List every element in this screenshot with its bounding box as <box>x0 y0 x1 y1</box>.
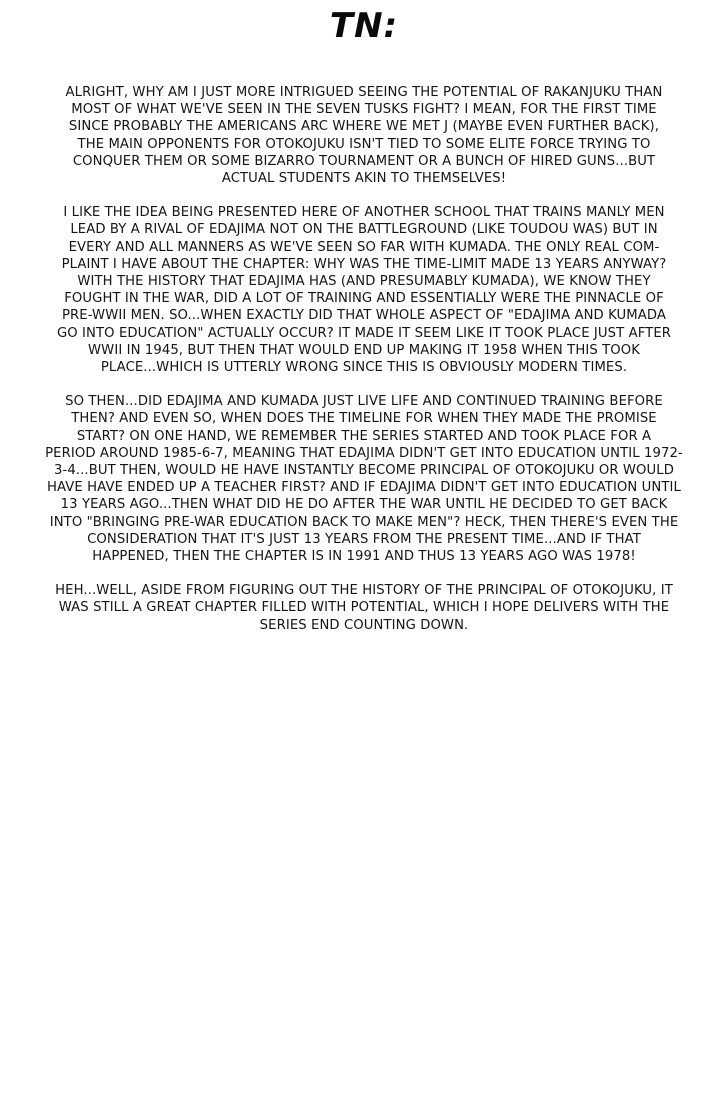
note-line: WWII IN 1945, BUT THEN THAT WOULD END UP MAKING IT 1958 WHEN THIS TOOK <box>88 342 640 358</box>
note-line: CONQUER THEM OR SOME BIZARRO TOURNAMENT OR A BUNCH OF HIRED GUNS...BUT <box>72 153 656 169</box>
note-line: PERIOD AROUND 1985-6-7, MEANING THAT EDAJIMA DIDN'T GET INTO EDUCATION UNTIL 1972- <box>45 445 683 461</box>
note-line: WAS STILL A GREAT CHAPTER FILLED WITH POTENTIAL, WHICH I HOPE DELIVERS WITH THE <box>58 600 670 616</box>
note-line: INTO "BRINGING PRE-WAR EDUCATION BACK TO MAKE MEN"? HECK, THEN THERE'S EVEN THE <box>49 514 679 530</box>
note-body <box>36 84 692 651</box>
note-line: PLACE...WHICH IS UTTERLY WRONG SINCE THIS IS OBVIOUSLY MODERN TIMES. <box>100 360 628 376</box>
note-paragraph <box>36 393 692 565</box>
page-title: TN: <box>329 6 399 46</box>
note-paragraph <box>36 84 692 187</box>
note-line: THE MAIN OPPONENTS FOR OTOKOJUKU ISN'T TIED TO SOME ELITE FORCE TRYING TO <box>77 136 651 152</box>
note-line: I LIKE THE IDEA BEING PRESENTED HERE OF ANOTHER SCHOOL THAT TRAINS MANLY MEN <box>63 205 665 221</box>
note-line: WITH THE HISTORY THAT EDAJIMA HAS (AND PRESUMABLY KUMADA), WE KNOW THEY <box>77 274 651 290</box>
note-line: 3-4...BUT THEN, WOULD HE HAVE INSTANTLY BECOME PRINCIPAL OF OTOKOJUKU OR WOULD <box>54 463 674 479</box>
note-line: ALRIGHT, WHY AM I JUST MORE INTRIGUED SEEING THE POTENTIAL OF RAKANJUKU THAN <box>65 85 663 100</box>
note-line: START? ON ONE HAND, WE REMEMBER THE SERIES STARTED AND TOOK PLACE FOR A <box>76 428 652 444</box>
note-line: SERIES END COUNTING DOWN. <box>259 617 469 633</box>
note-line: MOST OF WHAT WE'VE SEEN IN THE SEVEN TUSKS FIGHT? I MEAN, FOR THE FIRST TIME <box>71 102 657 118</box>
note-line: HEH...WELL, ASIDE FROM FIGURING OUT THE HISTORY OF THE PRINCIPAL OF OTOKOJUKU, IT <box>55 583 673 599</box>
note-line: ACTUAL STUDENTS AKIN TO THEMSELVES! <box>221 171 507 187</box>
note-paragraph <box>36 582 692 634</box>
note-line: EVERY AND ALL MANNERS AS WE'VE SEEN SO FAR WITH KUMADA. THE ONLY REAL COM- <box>68 239 660 255</box>
note-line: CONSIDERATION THAT IT'S JUST 13 YEARS FROM THE PRESENT TIME...AND IF THAT <box>87 531 641 547</box>
note-line: PLAINT I HAVE ABOUT THE CHAPTER: WHY WAS THE TIME-LIMIT MADE 13 YEARS ANYWAY? <box>61 256 667 272</box>
note-line: SO THEN...DID EDAJIMA AND KUMADA JUST LIVE LIFE AND CONTINUED TRAINING BEFORE <box>65 394 663 410</box>
note-line: SINCE PROBABLY THE AMERICANS ARC WHERE WE MET J (MAYBE EVEN FURTHER BACK), <box>68 119 660 135</box>
note-line: PRE-WWII MEN. SO...WHEN EXACTLY DID THAT WHOLE ASPECT OF "EDAJIMA AND KUMADA <box>61 308 666 324</box>
note-line: 13 YEARS AGO...THEN WHAT DID HE DO AFTER THE WAR UNTIL HE DECIDED TO GET BACK <box>60 497 668 513</box>
note-line: GO INTO EDUCATION" ACTUALLY OCCUR? IT MADE IT SEEM LIKE IT TOOK PLACE JUST AFTER <box>56 325 672 341</box>
note-line: FOUGHT IN THE WAR, DID A LOT OF TRAINING AND ESSENTIALLY WERE THE PINNACLE OF <box>64 291 664 307</box>
note-line: HAVE HAVE ENDED UP A TEACHER FIRST? AND IF EDAJIMA DIDN'T GET INTO EDUCATION UNTIL <box>47 480 681 496</box>
note-line: HAPPENED, THEN THE CHAPTER IS IN 1991 AND THUS 13 YEARS AGO WAS 1978! <box>92 549 636 565</box>
note-line: THEN? AND EVEN SO, WHEN DOES THE TIMELINE FOR WHEN THEY MADE THE PROMISE <box>71 411 657 427</box>
note-paragraph <box>36 204 692 376</box>
note-line: LEAD BY A RIVAL OF EDAJIMA NOT ON THE BATTLEGROUND (LIKE TOUDOU WAS) BUT IN <box>70 222 658 238</box>
